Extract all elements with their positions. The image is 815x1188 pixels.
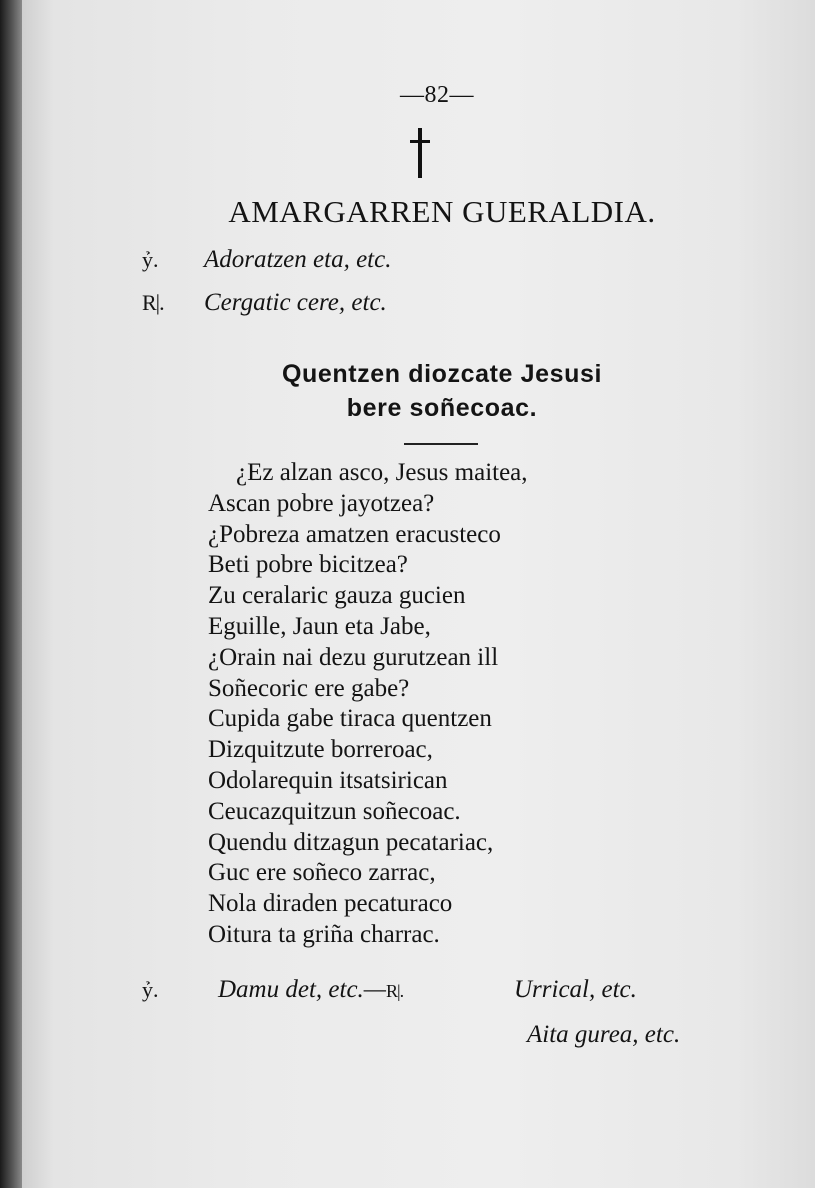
poem-line: Eguille, Jaun eta Jabe, [208, 612, 431, 640]
versicle-line [142, 246, 391, 274]
section-divider [404, 443, 478, 445]
cross-icon [410, 128, 430, 178]
subtitle-line-1: Quentzen diozcate Jesusi [281, 360, 603, 388]
poem-line: ¿Pobreza amatzen eracusteco [208, 520, 501, 548]
poem-line: Oitura ta griña charrac. [208, 920, 440, 948]
poem-line: ¿Ez alzan asco, Jesus maitea, [236, 459, 528, 486]
poem-line: Beti pobre bicitzea? [208, 551, 408, 579]
closing-prayer: Aita gurea, etc. [527, 1021, 681, 1048]
response-symbol: R|. [142, 290, 164, 315]
poem-line: ¿Orain nai dezu gurutzean ill [208, 643, 499, 671]
book-page [22, 0, 815, 1188]
page-number: —82— [400, 82, 474, 108]
versicle-symbol: ỷ. [142, 247, 159, 272]
versicle-text: Adoratzen eta, etc. [204, 246, 392, 273]
bottom-versicle-symbol: ỷ. [142, 977, 159, 1002]
poem-line: Zu ceralaric gauza gucien [208, 582, 466, 610]
bottom-versicle-text: Damu det, etc.— [218, 976, 387, 1003]
book-spine-edge [0, 0, 22, 1188]
poem-line: Cupida gabe tiraca quentzen [208, 705, 492, 733]
poem-line: Odolarequin itsatsirican [208, 766, 448, 794]
bottom-response-symbol: R|. [386, 981, 404, 1001]
response-line [142, 289, 387, 317]
bottom-response-text: Urrical, etc. [514, 976, 637, 1003]
closing-versicle-line [142, 976, 682, 1004]
poem-block [208, 458, 528, 951]
poem-line: Dizquitzute borreroac, [208, 736, 433, 764]
poem-line: Guc ere soñeco zarrac, [208, 859, 436, 887]
subtitle-line-2: bere soñecoac. [346, 394, 538, 422]
poem-line: Quendu ditzagun pecatariac, [208, 828, 494, 856]
page-title: AMARGARREN GUERALDIA. [228, 194, 656, 229]
poem-line: Ascan pobre jayotzea? [208, 489, 435, 517]
poem-line: Soñecoric ere gabe? [208, 674, 410, 702]
response-text: Cergatic cere, etc. [204, 289, 387, 316]
poem-line: Ceucazquitzun soñecoac. [208, 797, 461, 825]
section-subtitle [172, 357, 712, 425]
poem-line: Nola diraden pecaturaco [208, 890, 453, 918]
